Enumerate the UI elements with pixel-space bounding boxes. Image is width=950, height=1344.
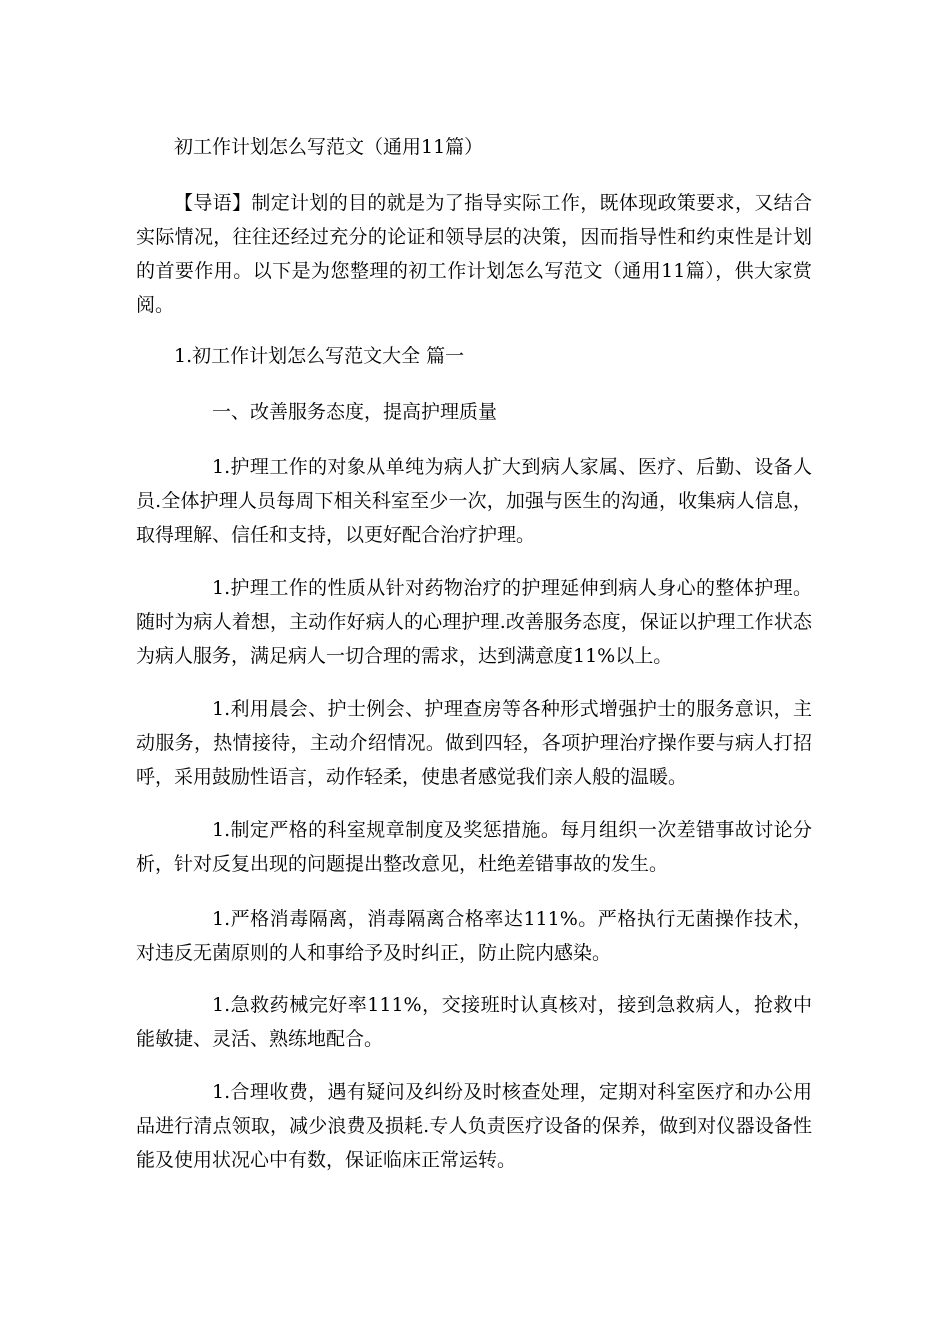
body-paragraph-4: 1.制定严格的科室规章制度及奖惩措施。每月组织一次差错事故讨论分析，针对反复出现的问题提出整改意见，杜绝差错事故的发生。 [136, 819, 812, 875]
section-heading: 1.初工作计划怎么写范文大全 篇一 [174, 345, 465, 367]
document-title: 初工作计划怎么写范文（通用11篇） [174, 136, 484, 158]
subsection-heading: 一、改善服务态度，提高护理质量 [212, 401, 498, 423]
body-paragraph-2: 1.护理工作的性质从针对药物治疗的护理延伸到病人身心的整体护理。随时为病人着想，主动作好病人的心理护理.改善服务态度，保证以护理工作状态为病人服务，满足病人一切合理的需求，达到满意度11%以上。 [136, 577, 812, 667]
body-paragraph-6: 1.急救药械完好率111%，交接班时认真核对，接到急救病人，抢救中能敏捷、灵活、熟练地配合。 [136, 994, 812, 1050]
body-paragraph-3: 1.利用晨会、护士例会、护理查房等各种形式增强护士的服务意识，主动服务，热情接待，主动介绍情况。做到四轻，各项护理治疗操作要与病人打招呼，采用鼓励性语言，动作轻柔，使患者感觉我们亲人般的温暖。 [136, 698, 812, 788]
intro-paragraph: 【导语】制定计划的目的就是为了指导实际工作，既体现政策要求，又结合实际情况，往往还经过充分的论证和领导层的决策，因而指导性和约束性是计划的首要作用。以下是为您整理的初工作计划怎么写范文（通用11篇），供大家赏阅。 [136, 192, 812, 316]
body-paragraph-7: 1.合理收费，遇有疑问及纠纷及时核查处理，定期对科室医疗和办公用品进行清点领取，减少浪费及损耗.专人负责医疗设备的保养，做到对仪器设备性能及使用状况心中有数，保证临床正常运转。 [136, 1081, 812, 1171]
body-paragraph-5: 1.严格消毒隔离，消毒隔离合格率达111%。严格执行无菌操作技术，对违反无菌原则的人和事给予及时纠正，防止院内感染。 [136, 908, 812, 964]
body-paragraph-1: 1.护理工作的对象从单纯为病人扩大到病人家属、医疗、后勤、设备人员.全体护理人员每周下相关科室至少一次，加强与医生的沟通，收集病人信息，取得理解、信任和支持，以更好配合治疗护理。 [136, 456, 812, 546]
